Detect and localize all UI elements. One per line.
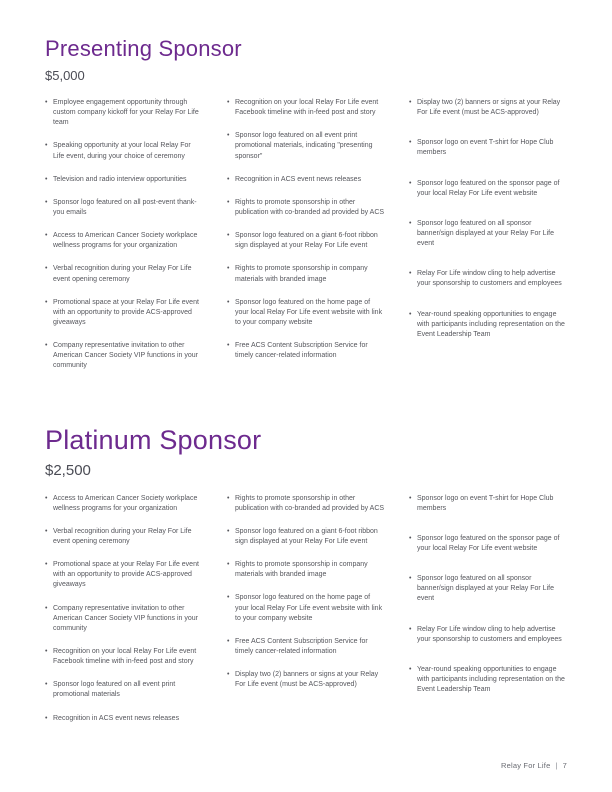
bullet-icon: • xyxy=(227,175,230,183)
benefit-text: Verbal recognition during your Relay For Life event opening ceremony xyxy=(53,265,192,283)
bullet-icon: • xyxy=(409,179,412,187)
benefit-text: Sponsor logo featured on all sponsor banner/sign displayed at your Relay For Life event xyxy=(417,575,554,603)
benefit-text: Verbal recognition during your Relay For Life event opening ceremony xyxy=(53,527,192,545)
bullet-icon: • xyxy=(227,561,230,569)
section-title: Presenting Sponsor xyxy=(45,36,242,61)
benefit-item xyxy=(227,198,385,218)
benefit-text: Television and radio interview opportunities xyxy=(53,175,187,183)
benefit-text: Display two (2) banners or signs at your Relay For Life event (must be ACS-approved) xyxy=(417,99,561,117)
bullet-icon: • xyxy=(45,527,48,535)
bullet-icon: • xyxy=(227,494,230,502)
benefit-text: Rights to promote sponsorship in other publication with co-branded ad provided by ACS xyxy=(235,198,385,216)
bullet-icon: • xyxy=(45,175,48,183)
benefit-item xyxy=(409,98,567,118)
section-platinum-sponsor xyxy=(45,425,567,737)
benefit-item xyxy=(45,98,203,128)
benefit-text: Company representative invitation to other American Cancer Society VIP functions in your community xyxy=(53,342,198,370)
bullet-icon: • xyxy=(227,594,230,602)
columns xyxy=(45,494,567,737)
benefit-item xyxy=(409,179,567,199)
footer-page-number: 7 xyxy=(562,761,567,770)
section-title: Platinum Sponsor xyxy=(45,424,262,455)
benefit-item xyxy=(409,219,567,249)
benefit-column xyxy=(45,98,203,385)
page-footer xyxy=(501,761,567,770)
bullet-icon: • xyxy=(45,494,48,502)
bullet-icon: • xyxy=(45,198,48,206)
bullet-icon: • xyxy=(45,298,48,306)
bullet-icon: • xyxy=(227,265,230,273)
benefit-text: Recognition in ACS event news releases xyxy=(53,714,180,722)
benefit-text: Relay For Life window cling to help advertise your sponsorship to customers and employees xyxy=(417,270,562,288)
benefit-text: Employee engagement opportunity through custom company kickoff for your Relay For Life team xyxy=(53,99,199,127)
benefit-text: Access to American Cancer Society workplace wellness programs for your organization xyxy=(53,494,198,512)
benefit-item xyxy=(409,665,567,695)
benefit-text: Recognition in ACS event news releases xyxy=(235,175,362,183)
benefit-item xyxy=(45,714,203,724)
bullet-icon: • xyxy=(227,132,230,140)
benefit-text: Sponsor logo featured on all sponsor banner/sign displayed at your Relay For Life event xyxy=(417,219,554,248)
benefit-item xyxy=(409,138,567,158)
bullet-icon: • xyxy=(409,665,412,673)
benefit-item xyxy=(227,593,385,623)
benefit-item xyxy=(45,264,203,284)
bullet-icon: • xyxy=(45,681,48,689)
benefit-text: Rights to promote sponsorship in company materials with branded image xyxy=(235,561,368,579)
benefit-text: Free ACS Content Subscription Service for timely cancer-related information xyxy=(235,342,368,360)
bullet-icon: • xyxy=(45,99,48,106)
benefit-column xyxy=(45,494,203,737)
section-presenting-sponsor xyxy=(45,36,567,385)
benefit-text: Year-round speaking opportunities to engage with participants including representation on the Event Leadership Team xyxy=(417,665,565,694)
benefit-text: Rights to promote sponsorship in company materials with branded image xyxy=(235,265,368,283)
bullet-icon: • xyxy=(227,298,230,306)
section-price: $5,000 xyxy=(45,68,85,83)
benefit-item xyxy=(409,269,567,289)
benefit-text: Company representative invitation to other American Cancer Society VIP functions in your community xyxy=(53,604,198,632)
footer-separator: | xyxy=(555,761,558,770)
benefit-item xyxy=(45,298,203,328)
benefit-text: Sponsor logo featured on the sponsor page of your local Relay For Life event website xyxy=(417,534,560,552)
benefit-text: Sponsor logo featured on the sponsor page of your local Relay For Life event website xyxy=(417,179,560,197)
benefit-item xyxy=(227,494,385,514)
bullet-icon: • xyxy=(227,99,230,106)
benefit-item xyxy=(227,637,385,657)
benefit-item xyxy=(227,527,385,547)
benefit-item xyxy=(409,310,567,340)
bullet-icon: • xyxy=(45,142,48,150)
benefit-item xyxy=(45,560,203,590)
benefit-text: Free ACS Content Subscription Service for timely cancer-related information xyxy=(235,637,368,655)
columns xyxy=(45,98,567,385)
benefit-text: Speaking opportunity at your local Relay For Life event, during your choice of ceremony xyxy=(53,142,191,160)
bullet-icon: • xyxy=(227,527,230,535)
bullet-icon: • xyxy=(45,714,48,722)
benefit-item xyxy=(227,298,385,328)
benefit-text: Year-round speaking opportunities to engage with participants including representation on the Event Leadership Team xyxy=(417,310,565,338)
benefit-text: Promotional space at your Relay For Life event with an opportunity to provide ACS-approved giveaways xyxy=(53,561,199,589)
benefit-text: Rights to promote sponsorship in other publication with co-branded ad provided by ACS xyxy=(235,494,385,512)
bullet-icon: • xyxy=(409,219,412,227)
bullet-icon: • xyxy=(409,494,412,502)
benefit-item xyxy=(227,98,385,118)
benefit-text: Sponsor logo featured on the home page of your local Relay For Life event website with link to your company website xyxy=(235,298,383,326)
bullet-icon: • xyxy=(409,139,412,147)
bullet-icon: • xyxy=(409,534,412,542)
benefit-item xyxy=(227,341,385,361)
benefit-item xyxy=(45,527,203,547)
benefit-text: Access to American Cancer Society workplace wellness programs for your organization xyxy=(53,232,198,250)
benefit-item xyxy=(45,341,203,371)
bullet-icon: • xyxy=(409,575,412,583)
benefit-text: Sponsor logo on event T-shirt for Hope Club members xyxy=(417,494,554,512)
benefit-text: Display two (2) banners or signs at your Relay For Life event (must be ACS-approved) xyxy=(235,671,379,689)
bullet-icon: • xyxy=(45,342,48,350)
benefit-column xyxy=(227,98,385,374)
footer-brand: Relay For Life xyxy=(500,761,551,770)
benefit-text: Recognition on your local Relay For Life event Facebook timeline with in-feed post and story xyxy=(235,99,379,117)
bullet-icon: • xyxy=(409,310,412,318)
benefit-text: Recognition on your local Relay For Life event Facebook timeline with in-feed post and story xyxy=(53,647,197,666)
bullet-icon: • xyxy=(45,647,48,655)
benefit-item xyxy=(409,625,567,645)
bullet-icon: • xyxy=(227,342,230,350)
benefit-item xyxy=(45,231,203,251)
benefit-text: Sponsor logo featured on a giant 6-foot ribbon sign displayed at your Relay For Life event xyxy=(235,527,378,545)
benefit-text: Sponsor logo featured on all event print promotional materials, indicating "presenting sponsor" xyxy=(235,132,373,160)
benefit-text: Sponsor logo featured on all event print promotional materials xyxy=(53,681,176,699)
benefit-text: Sponsor logo featured on all post-event thank-you emails xyxy=(53,198,197,216)
benefit-text: Sponsor logo on event T-shirt for Hope Club members xyxy=(417,139,554,157)
benefit-item xyxy=(409,534,567,554)
bullet-icon: • xyxy=(45,265,48,273)
bullet-icon: • xyxy=(45,561,48,569)
benefit-column xyxy=(227,494,385,704)
benefit-item xyxy=(227,131,385,161)
bullet-icon: • xyxy=(227,637,230,645)
bullet-icon: • xyxy=(227,198,230,206)
benefit-item xyxy=(227,670,385,690)
benefit-item xyxy=(45,680,203,700)
bullet-icon: • xyxy=(227,232,230,240)
benefit-text: Sponsor logo featured on the home page of your local Relay For Life event website with link to your company website xyxy=(235,594,383,622)
bullet-icon: • xyxy=(409,99,412,106)
benefit-text: Relay For Life window cling to help advertise your sponsorship to customers and employees xyxy=(417,625,562,643)
benefit-item xyxy=(227,231,385,251)
benefit-item xyxy=(45,141,203,161)
benefit-item xyxy=(45,604,203,634)
benefit-item xyxy=(45,494,203,514)
benefit-text: Sponsor logo featured on a giant 6-foot ribbon sign displayed at your Relay For Life event xyxy=(235,232,378,250)
benefit-item xyxy=(409,574,567,604)
benefit-item xyxy=(227,175,385,185)
benefit-item xyxy=(45,198,203,218)
benefit-column xyxy=(409,98,567,360)
section-price: $2,500 xyxy=(45,461,91,479)
bullet-icon: • xyxy=(45,604,48,612)
benefit-item xyxy=(45,647,203,667)
bullet-icon: • xyxy=(45,232,48,240)
benefit-item xyxy=(45,175,203,185)
benefit-item xyxy=(227,560,385,580)
bullet-icon: • xyxy=(409,625,412,633)
benefit-item xyxy=(409,494,567,514)
benefit-column xyxy=(409,494,567,716)
benefit-text: Promotional space at your Relay For Life event with an opportunity to provide ACS-approved giveaways xyxy=(53,298,199,326)
bullet-icon: • xyxy=(409,270,412,278)
benefit-item xyxy=(227,264,385,284)
bullet-icon: • xyxy=(227,671,230,679)
